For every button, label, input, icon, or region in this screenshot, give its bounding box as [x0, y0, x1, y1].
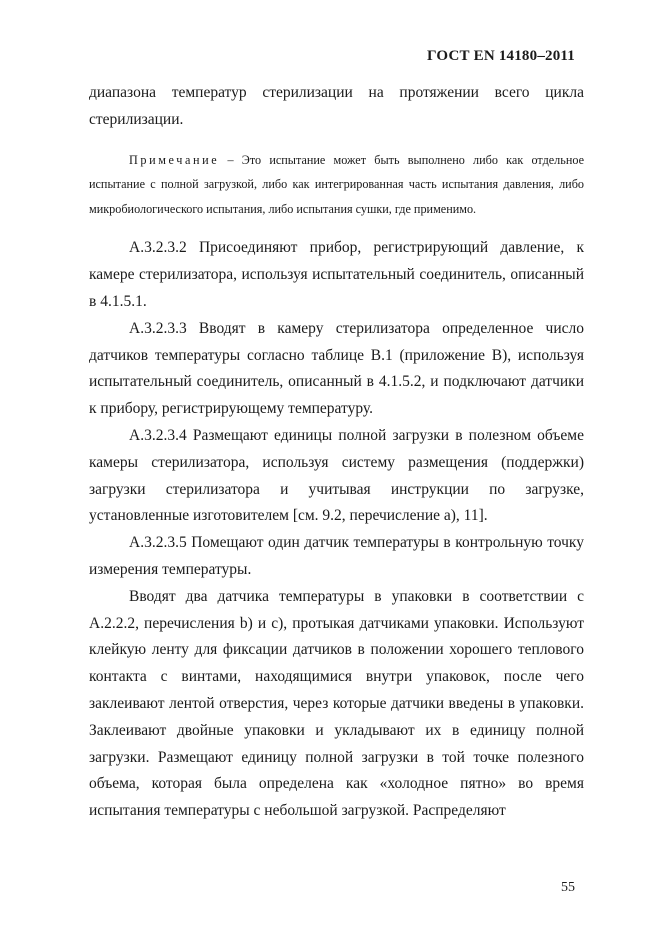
note-paragraph	[89, 148, 584, 222]
paragraph-a3232: А.3.2.3.2 Присоединяют прибор, регистрирующий давление, к камере стерилизатора, используя испытательный соединитель, описанный в 4.1.5.1.	[89, 239, 584, 310]
standard-header: ГОСТ EN 14180–2011	[427, 48, 575, 64]
note-text: – Это испытание может быть выполнено либо как отдельное испытание с полной загрузкой, либо как интегрированная часть испытания давления, либо микробиологического испытания, либо испытания сушки, где применимо.	[89, 152, 584, 216]
note-label: Примечание	[129, 152, 220, 167]
paragraph-a3233: А.3.2.3.3 Вводят в камеру стерилизатора определенное число датчиков температуры согласно таблице В.1 (приложение В), используя испытательный соединитель, описанный в 4.1.5.2, и подключают датчики к прибору, регистрирующему температуру.	[89, 319, 584, 418]
paragraph-a3235: А.3.2.3.5 Помещают один датчик температуры в контрольную точку измерения температуры.	[89, 534, 584, 578]
document-body	[89, 80, 584, 825]
paragraph-continuation: диапазона температур стерилизации на протяжении всего цикла стерилизации.	[89, 84, 584, 128]
paragraph-sensors: Вводят два датчика температуры в упаковки в соответствии с А.2.2.2, перечисления b) и с), протыкая датчиками упаковки. Используют клейкую ленту для фиксации датчиков в положении хорошего теплового контакта с винтами, находящимися внутри упаковок, после чего заклеивают лентой отверстия, через которые датчики введены в упаковки. Заклеивают двойные упаковки и укладывают их в единицу полной загрузки. Размещают единицу полной загрузки в той точке полезного объема, которая была определена как «холодное пятно» во время испытания температуры с небольшой загрузкой. Распределяют	[89, 587, 584, 820]
paragraph-a3234: А.3.2.3.4 Размещают единицы полной загрузки в полезном объеме камеры стерилизатора, используя систему размещения (поддержки) загрузки стерилизатора и учитывая инструкции по загрузке, установленные изготовителем [см. 9.2, перечисление а), 11].	[89, 426, 584, 525]
page-number: 55	[561, 880, 575, 895]
